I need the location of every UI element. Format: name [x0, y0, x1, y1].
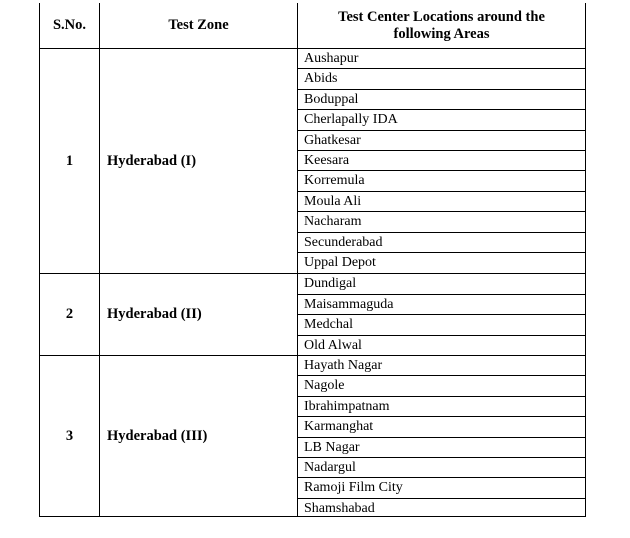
location-item: Ghatkesar — [298, 131, 585, 151]
location-item: Maisammaguda — [298, 295, 585, 315]
location-item: Korremula — [298, 171, 585, 191]
location-item: Medchal — [298, 315, 585, 335]
location-item: Secunderabad — [298, 233, 585, 253]
header-sno — [40, 3, 100, 49]
location-item: Ramoji Film City — [298, 478, 585, 498]
location-item: Abids — [298, 69, 585, 89]
zone-sno: 3 — [40, 356, 100, 516]
zone-sno: 2 — [40, 274, 100, 355]
zone-name: Hyderabad (III) — [100, 356, 298, 516]
location-list — [298, 49, 585, 273]
location-item: Ibrahimpatnam — [298, 397, 585, 417]
header-sno-label: S.No. — [52, 17, 87, 33]
location-item: Moula Ali — [298, 192, 585, 212]
location-item: Nacharam — [298, 212, 585, 232]
header-locations — [298, 3, 585, 49]
zone-row-1 — [40, 49, 585, 273]
location-item: Karmanghat — [298, 417, 585, 437]
location-item: Old Alwal — [304, 337, 362, 353]
location-list — [298, 274, 585, 356]
location-item: Nagole — [298, 376, 585, 396]
location-item: Boduppal — [298, 90, 585, 110]
zone-sno: 1 — [40, 49, 100, 273]
test-center-table — [39, 3, 586, 517]
location-item: Nadargul — [298, 458, 585, 478]
location-item: Hayath Nagar — [298, 356, 585, 376]
header-zone — [100, 3, 298, 49]
location-item: Cherlapally IDA — [298, 110, 585, 130]
header-locations-label: Test Center Locations around the following Areas — [338, 8, 545, 42]
location-item: Uppal Depot — [304, 254, 376, 270]
header-zone-label: Test Zone — [168, 17, 229, 33]
zone-name: Hyderabad (II) — [100, 274, 298, 355]
location-item: Shamshabad — [304, 500, 375, 516]
zone-name: Hyderabad (I) — [100, 49, 298, 273]
location-list — [298, 356, 585, 519]
location-item: Dundigal — [298, 274, 585, 294]
location-item: LB Nagar — [298, 438, 585, 458]
zone-row-3 — [40, 355, 585, 516]
location-item: Aushapur — [298, 49, 585, 69]
zone-row-2 — [40, 273, 585, 355]
location-item: Keesara — [298, 151, 585, 171]
